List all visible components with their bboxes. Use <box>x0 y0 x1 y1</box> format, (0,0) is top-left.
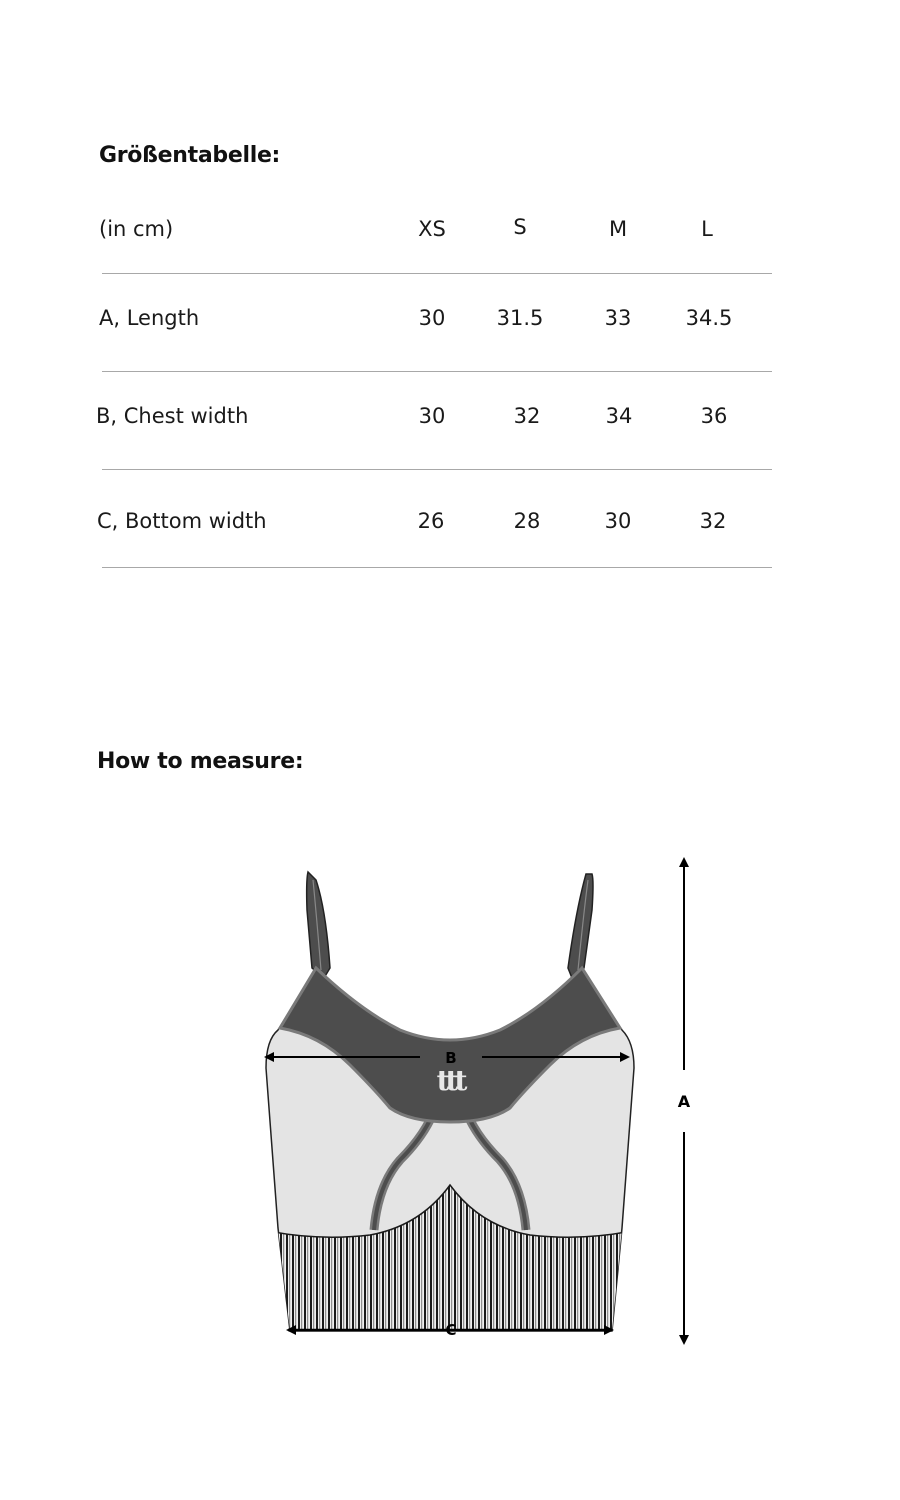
divider <box>102 469 772 470</box>
row-value: 28 <box>513 509 541 533</box>
row-value: 33 <box>604 306 632 330</box>
size-header-m: M <box>608 217 628 241</box>
size-header-s: S <box>513 215 527 239</box>
row-value: 32 <box>699 509 727 533</box>
row-value: 32 <box>513 404 541 428</box>
row-label: C, Bottom width <box>97 509 267 533</box>
left-strap <box>307 872 330 978</box>
right-strap <box>568 874 593 978</box>
measure-label-c: C <box>445 1321 457 1339</box>
divider <box>102 273 772 274</box>
row-value: 36 <box>700 404 728 428</box>
divider <box>102 371 772 372</box>
row-value: 30 <box>604 509 632 533</box>
brand-logo: ttt <box>436 1064 464 1097</box>
row-value: 30 <box>418 404 446 428</box>
row-label: B, Chest width <box>96 404 249 428</box>
how-to-measure-title: How to measure: <box>97 749 304 774</box>
divider <box>102 567 772 568</box>
size-table-title: Größentabelle: <box>99 143 281 168</box>
unit-label: (in cm) <box>99 217 174 241</box>
size-header-l: L <box>701 217 713 241</box>
row-value: 34.5 <box>685 306 733 330</box>
row-value: 34 <box>605 404 633 428</box>
row-value: 26 <box>417 509 445 533</box>
row-value: 31.5 <box>496 306 544 330</box>
garment-measurement-diagram <box>250 850 700 1370</box>
row-label: A, Length <box>99 306 200 330</box>
measure-label-a: A <box>677 1092 691 1111</box>
row-value: 30 <box>418 306 446 330</box>
measure-label-b: B <box>445 1049 457 1067</box>
size-header-xs: XS <box>418 217 446 241</box>
